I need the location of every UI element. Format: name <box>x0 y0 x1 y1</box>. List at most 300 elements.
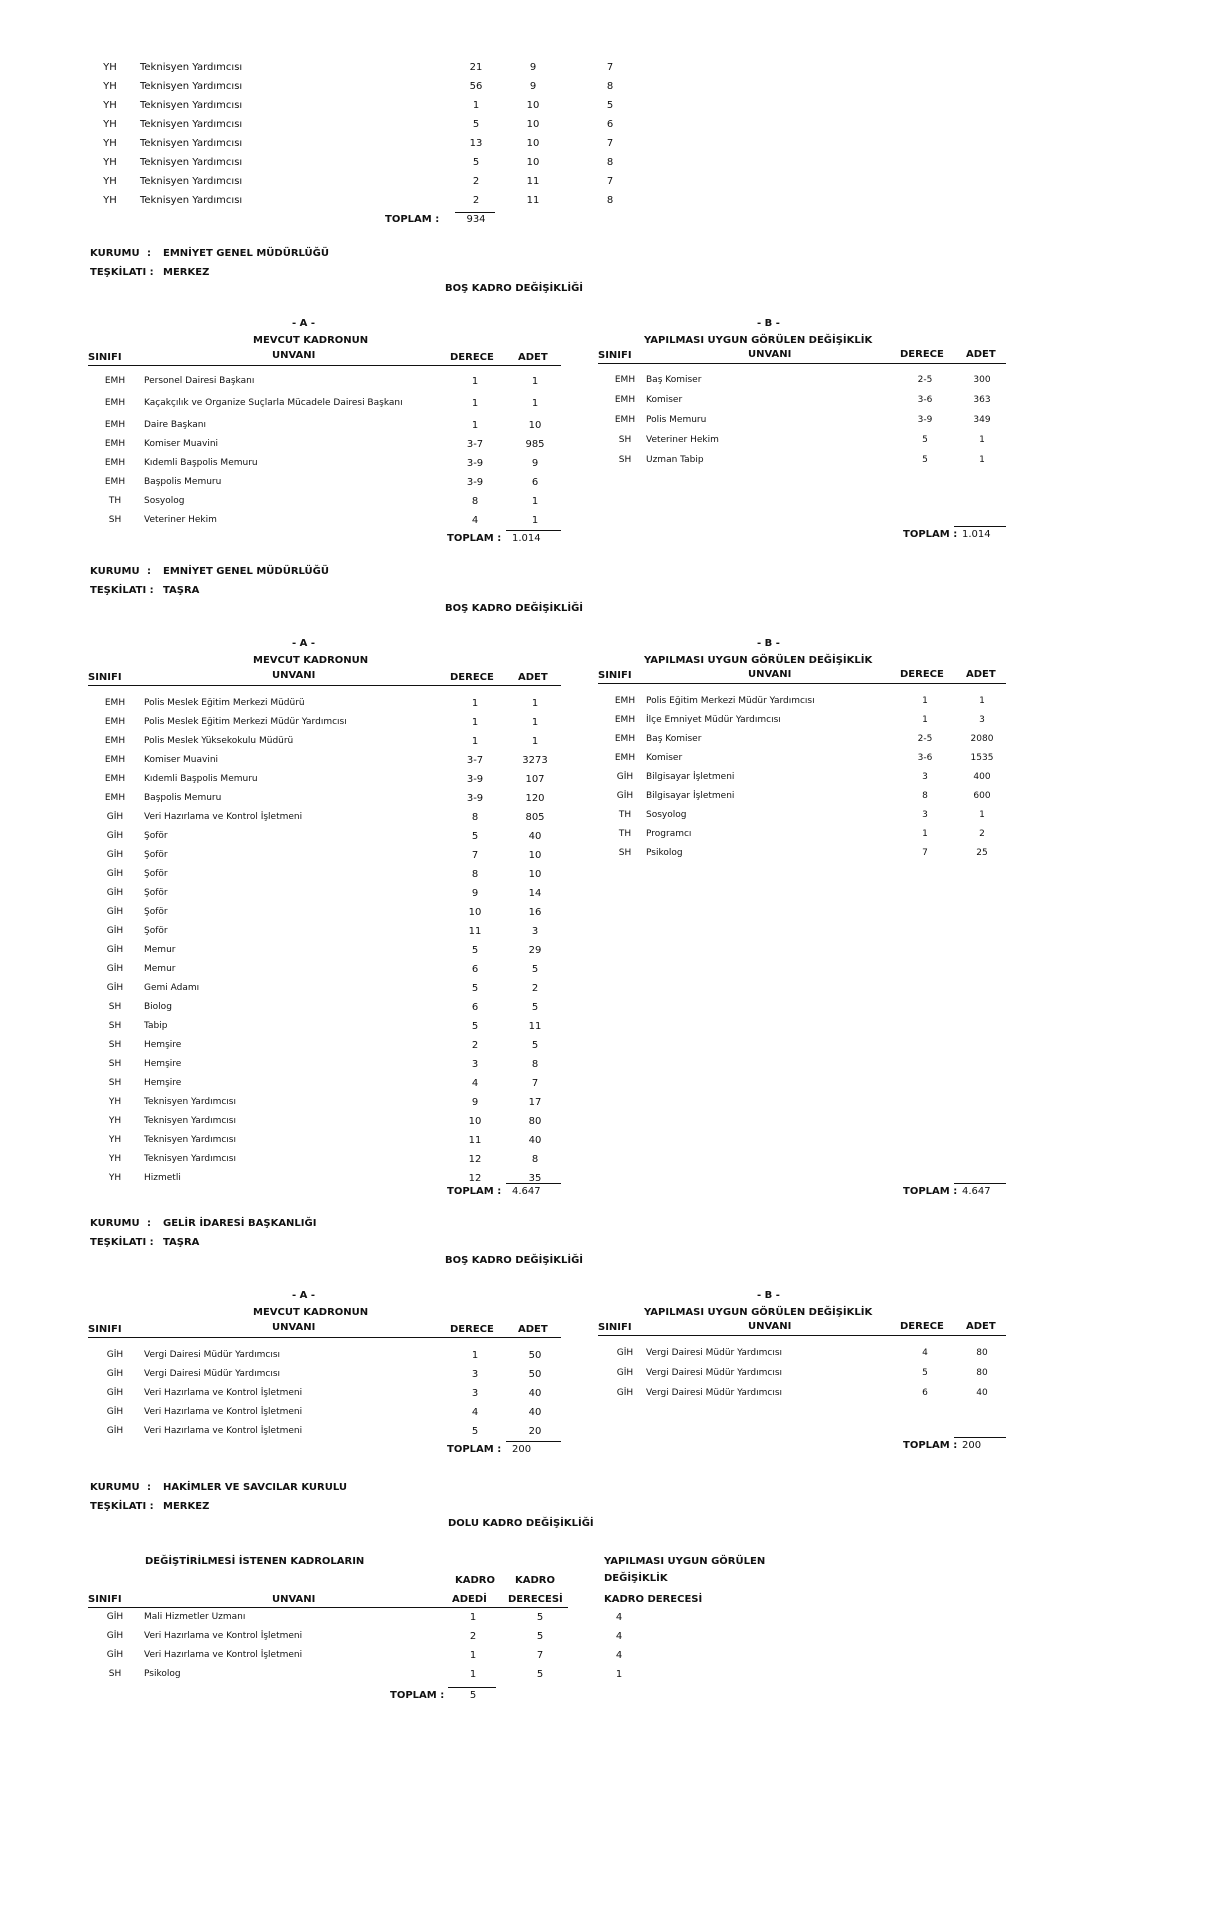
derece-cell: 6 <box>922 1388 928 1398</box>
sinif-cell: GİH <box>106 1369 124 1379</box>
unvan-cell: Veri Hazırlama ve Kontrol İşletmeni <box>144 1407 303 1417</box>
unvan-cell: Veri Hazırlama ve Kontrol İşletmeni <box>144 1426 303 1436</box>
derece-header: DERECE <box>900 349 944 360</box>
derece-cell: 3 <box>471 1388 479 1399</box>
adet-cell: 2 <box>979 829 985 839</box>
sinif-cell: EMH <box>104 736 126 746</box>
part-b-label: - B - <box>757 638 780 649</box>
sinif-cell: EMH <box>614 715 636 725</box>
kurum-name: EMNİYET GENEL MÜDÜRLÜĞÜ <box>163 248 329 259</box>
rule <box>448 1687 496 1688</box>
sinif-cell: YH <box>103 119 117 130</box>
sinif-cell: EMH <box>614 395 636 405</box>
adet-cell: 80 <box>976 1348 988 1358</box>
sinifi-header: SINIFI <box>598 350 632 361</box>
section-title: DOLU KADRO DEĞİŞİKLİĞİ <box>448 1518 594 1529</box>
derece-cell: 1 <box>471 376 479 387</box>
derece-cell: 3-7 <box>466 439 484 450</box>
unvan-cell: Komiser <box>646 753 683 763</box>
colon: : <box>147 1482 151 1493</box>
part-b-label: - B - <box>757 318 780 329</box>
sinif-cell: GİH <box>106 869 124 879</box>
sinif-cell: SH <box>108 1040 122 1050</box>
sinif-cell: YH <box>103 62 117 73</box>
sinif-cell: YH <box>108 1154 122 1164</box>
total-label: TOPLAM : <box>903 1440 958 1451</box>
derece-cell: 5 <box>471 983 479 994</box>
adet-cell: 20 <box>528 1426 542 1437</box>
derece-cell: 3 <box>471 1059 479 1070</box>
derece-cell: 7 <box>536 1650 544 1661</box>
derece-cell: 1 <box>922 829 928 839</box>
adet-cell: 120 <box>525 793 545 804</box>
kurum-name: GELİR İDARESİ BAŞKANLIĞI <box>163 1218 317 1229</box>
sinif-cell: GİH <box>106 850 124 860</box>
adet-cell: 1 <box>979 810 985 820</box>
adet-cell: 1 <box>979 435 985 445</box>
unvan-cell: Teknisyen Yardımcısı <box>144 1154 236 1164</box>
derece-cell: 1 <box>471 736 479 747</box>
derece-cell: 8 <box>922 791 928 801</box>
kurumu-label: KURUMU <box>90 1218 140 1229</box>
adet-cell: 17 <box>528 1097 542 1108</box>
yapilmasi-title: YAPILMASI UYGUN GÖRÜLEN DEĞİŞİKLİK <box>644 655 873 666</box>
sinifi-header: SINIFI <box>88 672 122 683</box>
unvan-cell: Uzman Tabip <box>646 455 704 465</box>
adet-cell: 5 <box>531 964 539 975</box>
mevcut-title: MEVCUT KADRONUN <box>253 655 369 666</box>
part-a-label: - A - <box>292 638 316 649</box>
adet-cell: 1 <box>469 1650 477 1661</box>
adet-cell: 2080 <box>970 734 994 744</box>
derece-cell: 5 <box>471 1021 479 1032</box>
adet-header: ADET <box>966 1321 996 1332</box>
unvan-cell: Vergi Dairesi Müdür Yardımcısı <box>646 1388 783 1398</box>
total-value: 1.014 <box>962 529 991 540</box>
sinifi-header: SINIFI <box>88 1594 122 1605</box>
header-rule <box>598 363 1006 364</box>
sinif-cell: GİH <box>616 1368 634 1378</box>
derece-header: DERECE <box>900 669 944 680</box>
unvan-cell: Tabip <box>144 1021 168 1031</box>
derece-cell: 7 <box>471 850 479 861</box>
unvan-cell: Teknisyen Yardımcısı <box>140 81 243 92</box>
header-rule <box>598 1335 1006 1336</box>
kurum-name: EMNİYET GENEL MÜDÜRLÜĞÜ <box>163 566 329 577</box>
derece-cell: 9 <box>471 888 479 899</box>
total-value: 4.647 <box>962 1186 991 1197</box>
unvan-cell: Veri Hazırlama ve Kontrol İşletmeni <box>144 1388 303 1398</box>
derece-cell: 12 <box>468 1173 482 1184</box>
unvan-cell: Polis Memuru <box>646 415 707 425</box>
adet-cell: 40 <box>976 1388 988 1398</box>
unvan-cell: İlçe Emniyet Müdür Yardımcısı <box>646 715 781 725</box>
adet-cell: 1 <box>469 1669 477 1680</box>
derece-header: DERECE <box>450 672 494 683</box>
unvan-cell: Teknisyen Yardımcısı <box>140 176 243 187</box>
derece-cell: 1 <box>471 717 479 728</box>
unvan-cell: Kaçakçılık ve Organize Suçlarla Mücadele Dairesi Başkanı <box>144 398 403 408</box>
unvan-cell: Polis Meslek Yüksekokulu Müdürü <box>144 736 294 746</box>
section-title: BOŞ KADRO DEĞİŞİKLİĞİ <box>445 283 584 294</box>
right-title-2: DEĞİŞİKLİK <box>604 1573 668 1584</box>
derece-header: DERECE <box>900 1321 944 1332</box>
unvan-cell: Teknisyen Yardımcısı <box>144 1097 236 1107</box>
unvan-cell: Vergi Dairesi Müdür Yardımcısı <box>144 1350 281 1360</box>
sinif-cell: YH <box>108 1173 122 1183</box>
rule <box>455 212 495 213</box>
derece-cell: 1 <box>471 398 479 409</box>
adet-cell: 40 <box>528 1388 542 1399</box>
derece-cell: 10 <box>468 907 482 918</box>
total-label: TOPLAM : <box>447 1186 502 1197</box>
sinif-cell: SH <box>108 1059 122 1069</box>
adet-cell: 35 <box>528 1173 542 1184</box>
adet-header: ADET <box>966 669 996 680</box>
unvani-header: UNVANI <box>272 350 316 361</box>
adet-cell: 16 <box>528 907 542 918</box>
adet-cell: 29 <box>528 945 542 956</box>
sinif-cell: GİH <box>106 1350 124 1360</box>
teskilati-label: TEŞKİLATI : <box>90 585 154 596</box>
derece-cell: 5 <box>922 1368 928 1378</box>
teskilat-name: TAŞRA <box>163 585 200 596</box>
derece-cell: 5 <box>471 1426 479 1437</box>
unvan-cell: Hemşire <box>144 1078 182 1088</box>
unvan-cell: Psikolog <box>144 1669 181 1679</box>
adet-cell: 10 <box>528 420 542 431</box>
kadro-derece-cell: 4 <box>615 1631 623 1642</box>
kadro-derece-cell: 7 <box>606 138 614 149</box>
rule <box>954 1183 1006 1184</box>
sinif-cell: GİH <box>106 945 124 955</box>
kadro-derece-cell: 5 <box>606 100 614 111</box>
unvan-cell: Teknisyen Yardımcısı <box>140 195 243 206</box>
derece-cell: 12 <box>468 1154 482 1165</box>
derece-cell: 4 <box>471 515 479 526</box>
unvan-cell: Polis Eğitim Merkezi Müdür Yardımcısı <box>646 696 815 706</box>
adet-cell: 5 <box>531 1002 539 1013</box>
section-title: BOŞ KADRO DEĞİŞİKLİĞİ <box>445 1255 584 1266</box>
sinif-cell: TH <box>618 810 632 820</box>
total-value: 200 <box>962 1440 982 1451</box>
sinif-cell: GİH <box>106 1650 124 1660</box>
sinif-cell: EMH <box>104 755 126 765</box>
teskilati-label: TEŞKİLATI : <box>90 1501 154 1512</box>
sinif-cell: YH <box>103 176 117 187</box>
sinif-cell: YH <box>103 100 117 111</box>
total-value: 1.014 <box>512 533 541 544</box>
adet-cell: 300 <box>973 375 991 385</box>
rule <box>954 1437 1006 1438</box>
derece-cell: 5 <box>922 455 928 465</box>
adet-cell: 40 <box>528 1135 542 1146</box>
derece-cell: 7 <box>922 848 928 858</box>
unvan-cell: Mali Hizmetler Uzmanı <box>144 1612 246 1622</box>
part-a-label: - A - <box>292 1290 316 1301</box>
adet-cell: 5 <box>472 157 480 168</box>
sinif-cell: GİH <box>106 1612 124 1622</box>
sinif-cell: YH <box>103 157 117 168</box>
adet-cell: 10 <box>528 850 542 861</box>
sinif-cell: EMH <box>104 420 126 430</box>
sinif-cell: EMH <box>104 398 126 408</box>
adet-header: ADET <box>518 672 548 683</box>
unvan-cell: Teknisyen Yardımcısı <box>140 157 243 168</box>
unvan-cell: Memur <box>144 964 176 974</box>
adet-cell: 985 <box>525 439 545 450</box>
part-b-label: - B - <box>757 1290 780 1301</box>
adet-cell: 2 <box>472 195 480 206</box>
right-title-1: YAPILMASI UYGUN GÖRÜLEN <box>604 1556 766 1567</box>
unvan-cell: Teknisyen Yardımcısı <box>140 119 243 130</box>
unvan-cell: Sosyolog <box>646 810 687 820</box>
adet-header: ADET <box>966 349 996 360</box>
unvan-cell: Psikolog <box>646 848 683 858</box>
derece-cell: 3-9 <box>466 477 484 488</box>
unvan-cell: Teknisyen Yardımcısı <box>140 62 243 73</box>
sinif-cell: GİH <box>106 812 124 822</box>
derece-cell: 3-7 <box>466 755 484 766</box>
adet-cell: 1 <box>472 100 480 111</box>
sinif-cell: GİH <box>616 1388 634 1398</box>
kurumu-label: KURUMU <box>90 566 140 577</box>
unvani-header: UNVANI <box>748 1321 792 1332</box>
kadro-derece-cell: 7 <box>606 62 614 73</box>
unvan-cell: Teknisyen Yardımcısı <box>144 1135 236 1145</box>
sinif-cell: YH <box>108 1097 122 1107</box>
sinif-cell: EMH <box>104 793 126 803</box>
sinif-cell: SH <box>108 1002 122 1012</box>
adet-cell: 7 <box>531 1078 539 1089</box>
unvan-cell: Teknisyen Yardımcısı <box>144 1116 236 1126</box>
total-value: 200 <box>512 1444 532 1455</box>
derece-cell: 1 <box>922 696 928 706</box>
derece-header: DERECE <box>450 1324 494 1335</box>
sinifi-header: SINIFI <box>88 352 122 363</box>
adet-cell: 1 <box>469 1612 477 1623</box>
kadro-derece-cell: 7 <box>606 176 614 187</box>
sinif-cell: GİH <box>106 1426 124 1436</box>
adet-cell: 9 <box>531 458 539 469</box>
derece-cell: 10 <box>526 157 540 168</box>
unvan-cell: Gemi Adamı <box>144 983 200 993</box>
adet-cell: 11 <box>528 1021 542 1032</box>
rule <box>506 1183 561 1184</box>
unvan-cell: Başpolis Memuru <box>144 793 222 803</box>
adet-cell: 80 <box>976 1368 988 1378</box>
header-rule <box>88 685 561 686</box>
derece-cell: 8 <box>471 812 479 823</box>
unvan-cell: Personel Dairesi Başkanı <box>144 376 255 386</box>
sinif-cell: EMH <box>614 753 636 763</box>
derece-cell: 5 <box>471 945 479 956</box>
derece-cell: 4 <box>922 1348 928 1358</box>
derece-cell: 9 <box>529 62 537 73</box>
kadro-derece-cell: 8 <box>606 81 614 92</box>
unvan-cell: Hizmetli <box>144 1173 181 1183</box>
adet-cell: 2 <box>469 1631 477 1642</box>
sinif-cell: GİH <box>106 964 124 974</box>
adet-cell: 1 <box>531 376 539 387</box>
unvani-header: UNVANI <box>272 670 316 681</box>
teskilati-label: TEŞKİLATI : <box>90 1237 154 1248</box>
unvan-cell: Polis Meslek Eğitim Merkezi Müdür Yardımcısı <box>144 717 347 727</box>
unvan-cell: Baş Komiser <box>646 734 702 744</box>
derece-cell: 10 <box>526 100 540 111</box>
header-rule <box>598 683 1006 684</box>
derece-cell: 5 <box>536 1669 544 1680</box>
header-rule <box>88 365 561 366</box>
unvan-cell: Biolog <box>144 1002 172 1012</box>
adet-cell: 40 <box>528 1407 542 1418</box>
sinif-cell: YH <box>103 81 117 92</box>
adet-cell: 21 <box>469 62 483 73</box>
sinif-cell: EMH <box>104 717 126 727</box>
total-label: TOPLAM : <box>390 1690 445 1701</box>
unvan-cell: Şoför <box>144 831 168 841</box>
adet-cell: 6 <box>531 477 539 488</box>
sinif-cell: EMH <box>614 696 636 706</box>
unvan-cell: Baş Komiser <box>646 375 702 385</box>
derece-cell: 3-9 <box>466 793 484 804</box>
unvan-cell: Teknisyen Yardımcısı <box>140 100 243 111</box>
adet-cell: 2 <box>472 176 480 187</box>
derece-cell: 3-6 <box>917 395 933 405</box>
derece-cell: 6 <box>471 964 479 975</box>
sinifi-header: SINIFI <box>598 1322 632 1333</box>
derece-cell: 2 <box>471 1040 479 1051</box>
kadro-derece-cell: 4 <box>615 1612 623 1623</box>
unvan-cell: Veri Hazırlama ve Kontrol İşletmeni <box>144 1650 303 1660</box>
adet-cell: 50 <box>528 1350 542 1361</box>
unvan-cell: Komiser Muavini <box>144 439 219 449</box>
adet-cell: 1 <box>531 698 539 709</box>
sinif-cell: GİH <box>106 983 124 993</box>
derece-cell: 3 <box>471 1369 479 1380</box>
total-value: 4.647 <box>512 1186 541 1197</box>
derece-cell: 1 <box>471 698 479 709</box>
unvan-cell: Şoför <box>144 869 168 879</box>
unvan-cell: Hemşire <box>144 1040 182 1050</box>
sinif-cell: GİH <box>616 791 634 801</box>
adet-cell: 14 <box>528 888 542 899</box>
teskilat-name: MERKEZ <box>163 267 210 278</box>
sinif-cell: SH <box>108 515 122 525</box>
mevcut-title: MEVCUT KADRONUN <box>253 335 369 346</box>
sinif-cell: YH <box>108 1135 122 1145</box>
sinif-cell: EMH <box>104 774 126 784</box>
unvan-cell: Vergi Dairesi Müdür Yardımcısı <box>646 1368 783 1378</box>
sinif-cell: GİH <box>106 831 124 841</box>
total-label: TOPLAM : <box>903 529 958 540</box>
unvan-cell: Veri Hazırlama ve Kontrol İşletmeni <box>144 812 303 822</box>
unvan-cell: Şoför <box>144 850 168 860</box>
sinif-cell: GİH <box>616 1348 634 1358</box>
adet-cell: 1 <box>531 496 539 507</box>
sinif-cell: EMH <box>614 375 636 385</box>
kadro-derecesi-header: KADRO DERECESİ <box>604 1594 703 1605</box>
teskilati-label: TEŞKİLATI : <box>90 267 154 278</box>
sinif-cell: GİH <box>106 926 124 936</box>
sinif-cell: EMH <box>614 415 636 425</box>
derece-cell: 8 <box>471 869 479 880</box>
derecesi-header: DERECESİ <box>508 1594 563 1605</box>
sinif-cell: EMH <box>104 458 126 468</box>
total-label: TOPLAM : <box>385 214 440 225</box>
unvan-cell: Teknisyen Yardımcısı <box>140 138 243 149</box>
unvan-cell: Memur <box>144 945 176 955</box>
header-rule <box>88 1607 568 1608</box>
teskilat-name: TAŞRA <box>163 1237 200 1248</box>
sinif-cell: EMH <box>104 439 126 449</box>
unvani-header: UNVANI <box>272 1594 316 1605</box>
yapilmasi-title: YAPILMASI UYGUN GÖRÜLEN DEĞİŞİKLİK <box>644 335 873 346</box>
adet-cell: 5 <box>472 119 480 130</box>
sinif-cell: YH <box>108 1116 122 1126</box>
rule <box>954 526 1006 527</box>
sinif-cell: SH <box>618 435 632 445</box>
sinif-cell: GİH <box>106 907 124 917</box>
derece-cell: 5 <box>922 435 928 445</box>
adet-cell: 13 <box>469 138 483 149</box>
unvan-cell: Komiser <box>646 395 683 405</box>
sinif-cell: EMH <box>104 698 126 708</box>
adet-cell: 8 <box>531 1059 539 1070</box>
adedi-header: ADEDİ <box>452 1594 487 1605</box>
kadro-derece-cell: 4 <box>615 1650 623 1661</box>
kadro-header: KADRO <box>515 1575 555 1586</box>
adet-cell: 3 <box>979 715 985 725</box>
derece-cell: 10 <box>526 119 540 130</box>
unvani-header: UNVANI <box>748 349 792 360</box>
colon: : <box>147 1218 151 1229</box>
colon: : <box>147 566 151 577</box>
sinif-cell: EMH <box>104 477 126 487</box>
derece-cell: 3-9 <box>917 415 933 425</box>
derece-cell: 10 <box>526 138 540 149</box>
sinif-cell: SH <box>618 455 632 465</box>
derece-cell: 5 <box>471 831 479 842</box>
unvan-cell: Komiser Muavini <box>144 755 219 765</box>
derece-cell: 6 <box>471 1002 479 1013</box>
derece-cell: 11 <box>526 195 540 206</box>
adet-cell: 349 <box>973 415 991 425</box>
derece-cell: 3 <box>922 772 928 782</box>
derece-cell: 1 <box>922 715 928 725</box>
kadro-derece-cell: 8 <box>606 157 614 168</box>
unvan-cell: Başpolis Memuru <box>144 477 222 487</box>
kadro-header: KADRO <box>455 1575 495 1586</box>
derece-cell: 11 <box>468 1135 482 1146</box>
unvan-cell: Vergi Dairesi Müdür Yardımcısı <box>646 1348 783 1358</box>
unvan-cell: Şoför <box>144 926 168 936</box>
adet-cell: 50 <box>528 1369 542 1380</box>
adet-cell: 3273 <box>522 755 548 766</box>
derece-cell: 5 <box>536 1612 544 1623</box>
unvan-cell: Veri Hazırlama ve Kontrol İşletmeni <box>144 1631 303 1641</box>
unvan-cell: Programcı <box>646 829 692 839</box>
section-title: BOŞ KADRO DEĞİŞİKLİĞİ <box>445 603 584 614</box>
unvan-cell: Bilgisayar İşletmeni <box>646 772 735 782</box>
kadro-derece-cell: 6 <box>606 119 614 130</box>
derece-cell: 3-9 <box>466 774 484 785</box>
rule <box>506 1441 561 1442</box>
derece-cell: 10 <box>468 1116 482 1127</box>
adet-cell: 1 <box>531 717 539 728</box>
sinifi-header: SINIFI <box>598 670 632 681</box>
derece-cell: 3-9 <box>466 458 484 469</box>
